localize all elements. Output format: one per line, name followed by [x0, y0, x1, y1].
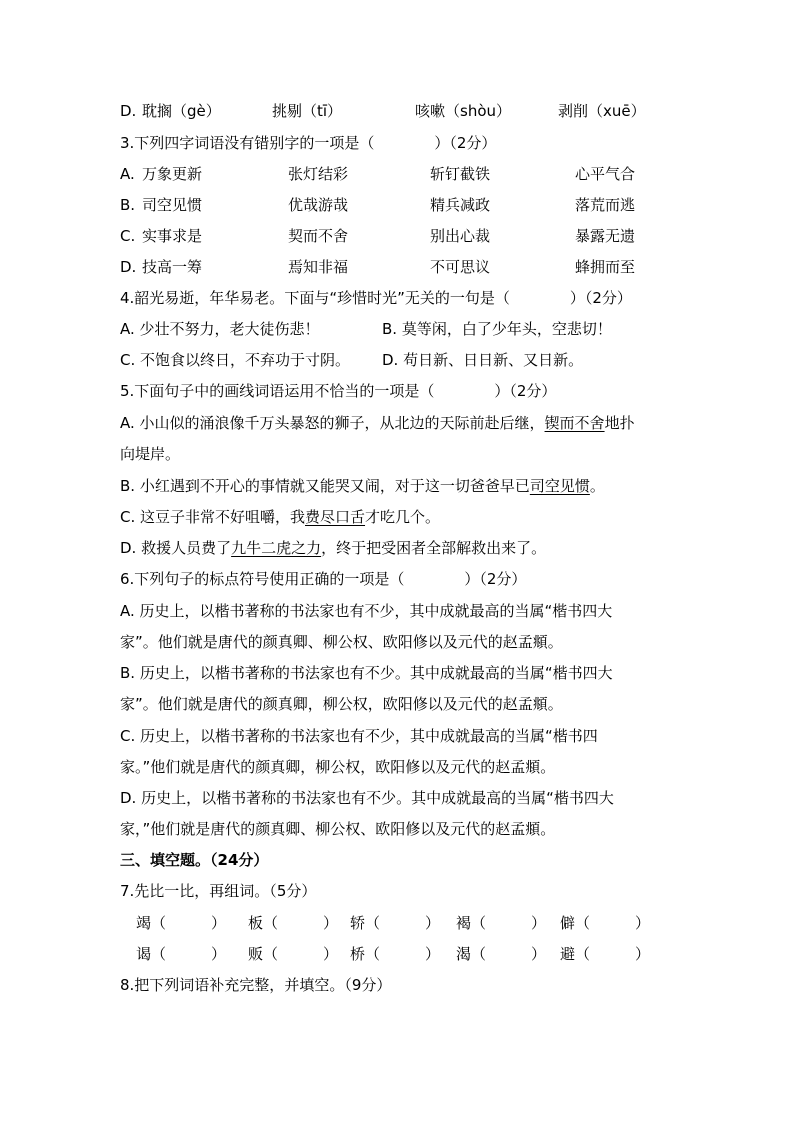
word-choice: 不可思议	[430, 258, 491, 276]
word-choice: 技高一筹	[142, 258, 203, 276]
option-text: B. 小红遇到不开心的事情就又能哭又闹，对于这一切爸爸早已	[120, 477, 530, 495]
word-choice: 心平气合	[575, 165, 636, 183]
q6-option-d-line1: D. 历史上，以楷书著称的书法家也有不少。其中成就最高的当属“楷书四大	[120, 789, 614, 807]
compare-char-blank: 贩（ ）	[248, 945, 339, 963]
word-choice: 别出心裁	[430, 227, 491, 245]
option-text: ，终于把受困者全部解救出来了。	[321, 539, 547, 557]
option-label: A.	[120, 165, 135, 183]
q5-option-d	[120, 538, 546, 558]
q6-option-d-line2: 家，”他们就是唐代的颜真卿、柳公权、欧阳修以及元代的赵孟頫。	[120, 820, 556, 838]
option-c: C. 不饱食以终日，不弃功于寸阴。	[120, 351, 351, 369]
option-label: D.	[120, 258, 137, 276]
question-6-stem: 6.下列句子的标点符号使用正确的一项是（ ）（2分）	[120, 570, 527, 588]
word-choice: 张灯结彩	[288, 165, 349, 183]
word-choice: 焉知非福	[288, 258, 349, 276]
word-choice: 优哉游哉	[288, 196, 349, 214]
option-label: D.	[120, 102, 137, 120]
word-choice: 万象更新	[142, 165, 203, 183]
option-label: C.	[120, 227, 136, 245]
underlined-phrase: 司空见惯	[529, 477, 590, 495]
question-5-stem: 5.下面句子中的画线词语运用不恰当的一项是（ ）（2分）	[120, 382, 557, 400]
underlined-phrase: 锲而不舍	[544, 414, 605, 432]
q6-option-c-line1: C. 历史上，以楷书著称的书法家也有不少，其中成就最高的当属“楷书四	[120, 727, 598, 745]
q6-option-a-line1: A. 历史上，以楷书著称的书法家也有不少，其中成就最高的当属“楷书四大	[120, 602, 613, 620]
word-choice: 耽搁（gè）	[142, 102, 221, 120]
question-4-stem: 4.韶光易逝，年华易老。下面与“珍惜时光”无关的一句是（ ）（2分）	[120, 289, 632, 307]
q5-option-a	[120, 413, 635, 433]
word-choice: 实事求是	[142, 227, 203, 245]
option-text: 。	[589, 477, 605, 495]
word-choice: 咳嗽（shòu）	[415, 102, 512, 120]
word-choice: 暴露无遗	[575, 227, 636, 245]
word-choice: 精兵减政	[430, 196, 491, 214]
compare-char-blank: 褐（ ）	[456, 914, 547, 932]
option-text: 才吃几个。	[365, 508, 441, 526]
compare-char-blank: 谒（ ）	[136, 945, 227, 963]
option-text: D. 救援人员费了	[120, 539, 232, 557]
q6-option-b-line2: 家”。他们就是唐代的颜真卿，柳公权，欧阳修以及元代的赵孟頫。	[120, 695, 563, 713]
word-choice: 落荒而逃	[575, 196, 636, 214]
compare-char-blank: 板（ ）	[248, 914, 339, 932]
compare-char-blank: 竭（ ）	[136, 914, 227, 932]
section-3-heading: 三、填空题。（24分）	[120, 851, 269, 869]
compare-char-blank: 轿（ ）	[350, 914, 441, 932]
word-choice: 挑剔（tī）	[272, 102, 343, 120]
word-choice: 斩钉截铁	[430, 165, 491, 183]
option-a: A. 少壮不努力，老大徒伤悲！	[120, 320, 320, 338]
option-label: B.	[120, 196, 136, 214]
option-text: 地扑	[604, 414, 635, 432]
compare-char-blank: 僻（ ）	[560, 914, 651, 932]
compare-char-blank: 避（ ）	[560, 945, 651, 963]
q6-option-c-line2: 家。”他们就是唐代的颜真卿，柳公权，欧阳修以及元代的赵孟頫。	[120, 758, 556, 776]
q6-option-b-line1: B. 历史上，以楷书著称的书法家也有不少。其中成就最高的当属“楷书四大	[120, 664, 613, 682]
question-3-stem: 3.下列四字词语没有错别字的一项是（ ）（2分）	[120, 134, 497, 152]
compare-char-blank: 渴（ ）	[456, 945, 547, 963]
word-choice: 剥削（xuē）	[558, 102, 646, 120]
word-choice: 司空见惯	[142, 196, 203, 214]
word-choice: 蜂拥而至	[575, 258, 636, 276]
underlined-phrase: 费尽口舌	[305, 508, 366, 526]
question-8-stem: 8.把下列词语补充完整，并填空。（9分）	[120, 976, 392, 994]
option-b: B. 莫等闲，白了少年头，空悲切！	[382, 320, 612, 338]
compare-char-blank: 桥（ ）	[350, 945, 441, 963]
underlined-phrase: 九牛二虎之力	[231, 539, 322, 557]
option-text: C. 这豆子非常不好咀嚼，我	[120, 508, 306, 526]
word-choice: 契而不舍	[288, 227, 349, 245]
q5-option-b	[120, 476, 605, 496]
q6-option-a-line2: 家”。他们就是唐代的颜真卿、柳公权、欧阳修以及元代的赵孟頫。	[120, 633, 563, 651]
q5-option-c	[120, 507, 440, 527]
option-text: A. 小山似的涌浪像千万头暴怒的狮子，从北边的天际前赴后继，	[120, 414, 545, 432]
q5-option-a-continued: 向堤岸。	[120, 445, 181, 463]
option-d: D. 苟日新、日日新、又日新。	[382, 351, 584, 369]
question-7-stem: 7.先比一比，再组词。（5分）	[120, 882, 317, 900]
